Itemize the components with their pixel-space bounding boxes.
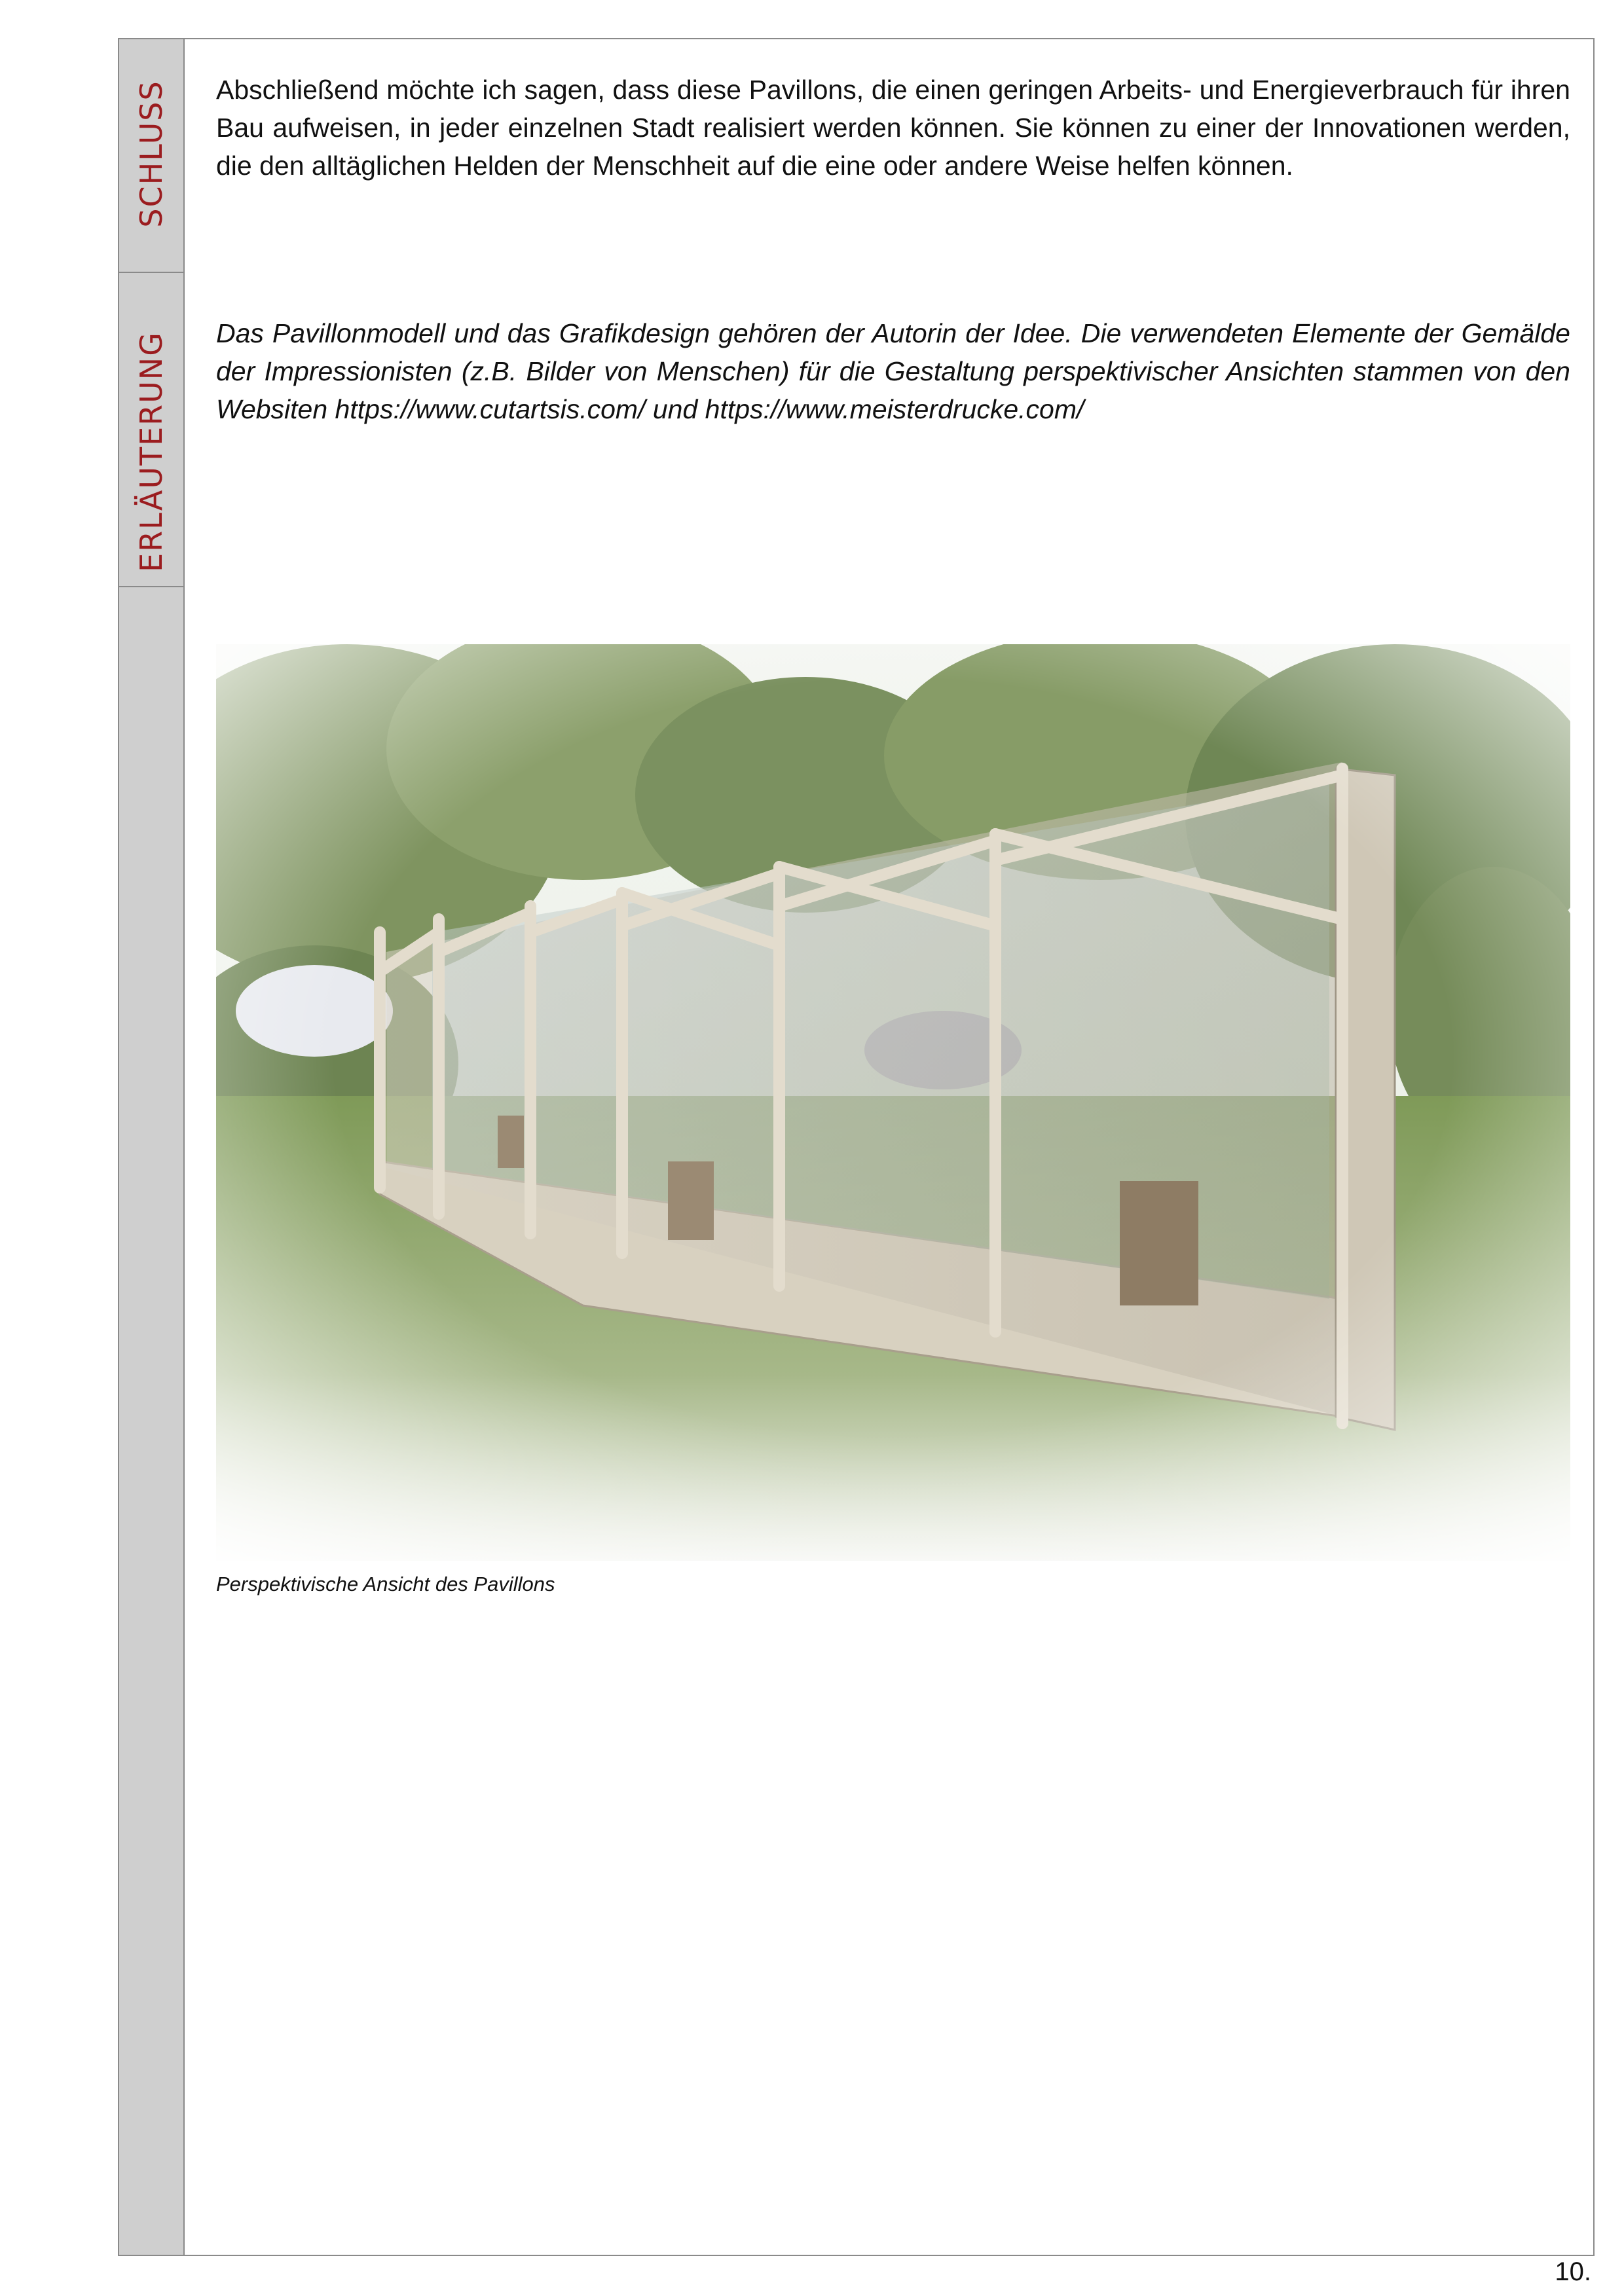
figure-caption: Perspektivische Ansicht des Pavillons [216, 1573, 555, 1595]
conclusion-paragraph: Abschließend möchte ich sagen, dass diese Pavillons, die einen geringen Arbeits- und Energieverbrauch für ihren Bau aufweisen, in jeder einzelnen Stadt realisiert werden können. Sie können zu einer der Innovationen werden, die den alltäglichen Helden der Menschheit auf die eine oder andere Weise helfen können. [216, 75, 1570, 181]
sidebar-divider [119, 272, 183, 273]
page-number: 10. [1555, 2257, 1591, 2286]
sidebar [119, 39, 185, 2255]
pavilion-illustration [216, 644, 1570, 1561]
pavilion-rendering [216, 644, 1570, 1561]
section-label-schluss: SCHLUSS [134, 80, 169, 228]
explanation-note: Das Pavillonmodell und das Grafikdesign gehören der Autorin der Idee. Die verwendeten Elemente der Gemälde der Impressionisten (z.B. Bilder von Menschen) für die Gestaltung perspektivischer Ansichten stammen von den Websiten https://www.cutartsis.com/ und https://www.meisterdrucke.com/ [216, 318, 1570, 424]
section-label-erlaeuterung: ERLÄUTERUNG [134, 331, 169, 572]
sidebar-divider [119, 586, 183, 587]
